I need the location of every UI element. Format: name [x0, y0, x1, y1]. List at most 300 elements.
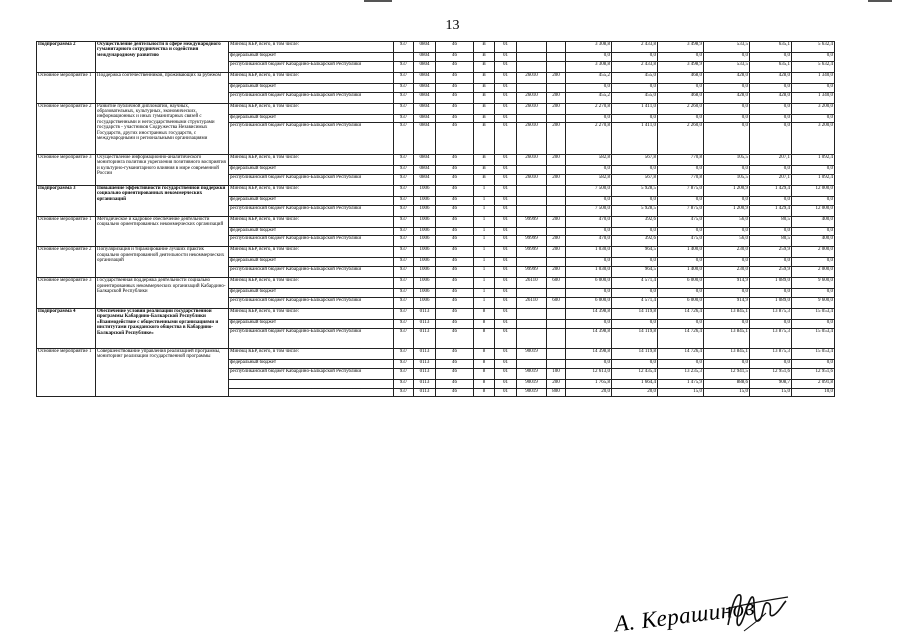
- table-row: [37, 216, 835, 227]
- amount-cell: 3 498,9: [658, 42, 704, 53]
- code-cell: [547, 83, 566, 92]
- code-cell: 600: [547, 298, 566, 309]
- code-cell: 0804: [414, 42, 436, 53]
- code-cell: 46: [436, 103, 474, 114]
- code-cell: 937: [394, 42, 414, 53]
- code-cell: [517, 289, 547, 298]
- code-cell: 0804: [414, 61, 436, 72]
- code-cell: 99999: [517, 267, 547, 278]
- code-cell: 0804: [414, 174, 436, 185]
- funding-source: федеральный бюджет: [229, 83, 394, 92]
- code-cell: 01: [495, 83, 517, 92]
- amount-cell: 0,0: [704, 360, 750, 369]
- amount-cell: 1 765,8: [566, 379, 612, 388]
- funding-source: Минэкц КБР, всего, в том числе:: [229, 216, 394, 227]
- code-cell: [517, 114, 547, 123]
- page-number: 13: [445, 18, 460, 33]
- code-cell: 46: [436, 166, 474, 175]
- code-cell: 46: [436, 289, 474, 298]
- code-cell: 46: [436, 247, 474, 258]
- amount-cell: 1 429,4: [750, 205, 792, 216]
- code-cell: 937: [394, 196, 414, 205]
- program-label: Основное мероприятие 1: [37, 216, 96, 247]
- code-cell: 937: [394, 166, 414, 175]
- code-cell: [547, 309, 566, 320]
- amount-cell: 1 664,4: [612, 379, 658, 388]
- amount-cell: 15 053,4: [792, 309, 835, 320]
- amount-cell: 14 398,8: [566, 309, 612, 320]
- code-cell: 01: [495, 103, 517, 114]
- amount-cell: 0,0: [750, 360, 792, 369]
- program-title: Обеспечение условий реализации государственной программы Кабардино-Балкарской Республики «Взаимодействие с общественными организациями и институтами гражданского общества в Кабардино-Балкарской Республике»: [96, 309, 229, 349]
- amount-cell: 400,0: [792, 236, 835, 247]
- code-cell: 01: [495, 72, 517, 83]
- amount-cell: 0,0: [658, 196, 704, 205]
- code-cell: 01: [495, 53, 517, 62]
- code-cell: 01: [495, 61, 517, 72]
- amount-cell: 5 928,5: [612, 205, 658, 216]
- code-cell: 46: [436, 53, 474, 62]
- table-row: [37, 278, 835, 289]
- amount-cell: 1 340,0: [792, 72, 835, 83]
- code-cell: 937: [394, 309, 414, 320]
- amount-cell: 6 000,0: [566, 278, 612, 289]
- code-cell: 937: [394, 320, 414, 329]
- code-cell: [547, 349, 566, 360]
- code-cell: 8: [474, 379, 495, 388]
- amount-cell: 0,0: [750, 320, 792, 329]
- program-title: Совершенствование управления реализацией программы, мониторинг реализации государственной программы: [96, 349, 229, 397]
- code-cell: 46: [436, 216, 474, 227]
- code-cell: 0804: [414, 53, 436, 62]
- code-cell: 46: [436, 92, 474, 103]
- funding-source: [229, 388, 394, 397]
- code-cell: В: [474, 53, 495, 62]
- funding-source: Минэкц КБР, всего, в том числе:: [229, 155, 394, 166]
- amount-cell: 2 270,8: [566, 103, 612, 114]
- code-cell: 8: [474, 309, 495, 320]
- table-row: [37, 155, 835, 166]
- code-cell: 0804: [414, 72, 436, 83]
- funding-source: республиканский бюджет Кабардино-Балкарской Республики: [229, 236, 394, 247]
- amount-cell: 20,0: [566, 388, 612, 397]
- code-cell: 99999: [517, 247, 547, 258]
- code-cell: [394, 53, 414, 62]
- top-edge-mark: [364, 0, 392, 2]
- code-cell: 26110: [517, 298, 547, 309]
- code-cell: 46: [436, 155, 474, 166]
- funding-source: федеральный бюджет: [229, 360, 394, 369]
- code-cell: [547, 328, 566, 348]
- code-cell: 0113: [414, 349, 436, 360]
- code-cell: 01: [495, 289, 517, 298]
- code-cell: 1006: [414, 236, 436, 247]
- code-cell: 200: [547, 267, 566, 278]
- amount-cell: 888,6: [704, 379, 750, 388]
- amount-cell: 15 053,4: [792, 349, 835, 360]
- amount-cell: 6 000,0: [566, 298, 612, 309]
- amount-cell: 15 053,4: [792, 328, 835, 348]
- code-cell: [517, 320, 547, 329]
- funding-source: республиканский бюджет Кабардино-Балкарской Республики: [229, 174, 394, 185]
- code-cell: 01: [495, 247, 517, 258]
- code-cell: 937: [394, 379, 414, 388]
- amount-cell: 2 000,0: [792, 247, 835, 258]
- code-cell: 46: [436, 278, 474, 289]
- amount-cell: 0,0: [658, 53, 704, 62]
- amount-cell: 14 119,8: [612, 349, 658, 360]
- program-label: Подпрограмма 2: [37, 42, 96, 73]
- amount-cell: 0,0: [612, 114, 658, 123]
- amount-cell: 14 119,8: [612, 328, 658, 348]
- code-cell: [547, 320, 566, 329]
- code-cell: 01: [495, 123, 517, 155]
- code-cell: 99999: [517, 216, 547, 227]
- code-cell: 01: [495, 328, 517, 348]
- funding-source: Минэкц КБР, всего, в том числе:: [229, 72, 394, 83]
- code-cell: 26110: [517, 278, 547, 289]
- code-cell: [547, 196, 566, 205]
- amount-cell: 428,0: [704, 92, 750, 103]
- code-cell: 8: [474, 320, 495, 329]
- amount-cell: 1 200,9: [704, 205, 750, 216]
- amount-cell: 0,0: [566, 227, 612, 236]
- code-cell: [517, 83, 547, 92]
- code-cell: 200: [547, 247, 566, 258]
- amount-cell: 0,0: [792, 360, 835, 369]
- amount-cell: 0,0: [566, 196, 612, 205]
- program-title: Осуществление деятельности в сфере международного гуманитарного сотрудничества и содействия международному развитию: [96, 42, 229, 73]
- program-label: Основное мероприятие 1: [37, 349, 96, 397]
- code-cell: В: [474, 92, 495, 103]
- funding-source: [229, 379, 394, 388]
- code-cell: 90019: [517, 368, 547, 379]
- code-cell: В: [474, 103, 495, 114]
- amount-cell: 533,5: [704, 42, 750, 53]
- code-cell: [517, 328, 547, 348]
- code-cell: [517, 185, 547, 196]
- amount-cell: 0,0: [612, 83, 658, 92]
- amount-cell: 0,0: [704, 103, 750, 114]
- amount-cell: 10,0: [792, 388, 835, 397]
- code-cell: 1: [474, 258, 495, 267]
- code-cell: 26010: [517, 155, 547, 166]
- amount-cell: 5 632,4: [792, 61, 835, 72]
- amount-cell: 14 726,4: [658, 328, 704, 348]
- code-cell: 46: [436, 196, 474, 205]
- amount-cell: 207,1: [750, 155, 792, 166]
- amount-cell: 2 270,8: [566, 123, 612, 155]
- code-cell: 26010: [517, 92, 547, 103]
- amount-cell: 7 875,0: [658, 205, 704, 216]
- amount-cell: 80,5: [750, 216, 792, 227]
- code-cell: 46: [436, 205, 474, 216]
- amount-cell: 0,0: [566, 360, 612, 369]
- amount-cell: 0,0: [704, 289, 750, 298]
- amount-cell: 14 398,8: [566, 349, 612, 360]
- code-cell: 1: [474, 185, 495, 196]
- code-cell: 8: [474, 349, 495, 360]
- funding-source: республиканский бюджет Кабардино-Балкарской Республики: [229, 328, 394, 348]
- code-cell: 937: [394, 61, 414, 72]
- amount-cell: 635,1: [750, 42, 792, 53]
- code-cell: 46: [436, 236, 474, 247]
- code-cell: В: [474, 166, 495, 175]
- amount-cell: 0,0: [704, 258, 750, 267]
- amount-cell: 567,8: [612, 174, 658, 185]
- code-cell: [547, 227, 566, 236]
- code-cell: [547, 42, 566, 53]
- code-cell: [547, 61, 566, 72]
- funding-source: Минэкц КБР, всего, в том числе:: [229, 349, 394, 360]
- amount-cell: 0,0: [792, 196, 835, 205]
- code-cell: 1006: [414, 298, 436, 309]
- funding-source: федеральный бюджет: [229, 227, 394, 236]
- code-cell: 01: [495, 360, 517, 369]
- code-cell: 46: [436, 379, 474, 388]
- code-cell: 46: [436, 328, 474, 348]
- funding-source: Минэкц КБР, всего, в том числе:: [229, 42, 394, 53]
- code-cell: 01: [495, 320, 517, 329]
- code-cell: 0804: [414, 166, 436, 175]
- top-edge-mark: [868, 0, 892, 2]
- code-cell: 0113: [414, 360, 436, 369]
- code-cell: 01: [495, 42, 517, 53]
- funding-source: Минэкц КБР, всего, в том числе:: [229, 247, 394, 258]
- code-cell: 8: [474, 368, 495, 379]
- amount-cell: 635,1: [750, 61, 792, 72]
- amount-cell: 14 398,8: [566, 328, 612, 348]
- code-cell: В: [474, 114, 495, 123]
- code-cell: 46: [436, 320, 474, 329]
- code-cell: 46: [436, 114, 474, 123]
- code-cell: 01: [495, 155, 517, 166]
- amount-cell: 7 500,0: [566, 185, 612, 196]
- amount-cell: 1 089,0: [750, 298, 792, 309]
- amount-cell: 259,9: [750, 247, 792, 258]
- amount-cell: 392,6: [612, 216, 658, 227]
- code-cell: 937: [394, 92, 414, 103]
- amount-cell: 12 951,6: [792, 368, 835, 379]
- code-cell: 1: [474, 236, 495, 247]
- amount-cell: 3 308,8: [566, 42, 612, 53]
- code-cell: 46: [436, 309, 474, 320]
- amount-cell: 428,0: [750, 92, 792, 103]
- amount-cell: 475,0: [658, 236, 704, 247]
- code-cell: [547, 185, 566, 196]
- amount-cell: 0,0: [792, 83, 835, 92]
- code-cell: В: [474, 83, 495, 92]
- amount-cell: 0,0: [704, 166, 750, 175]
- code-cell: 200: [547, 379, 566, 388]
- table-row: [37, 42, 835, 53]
- program-title: Государственная поддержка деятельности социально ориентированных некоммерческих организаций Кабардино-Балкарской Республики: [96, 278, 229, 309]
- code-cell: 01: [495, 349, 517, 360]
- code-cell: 937: [394, 114, 414, 123]
- code-cell: [517, 309, 547, 320]
- program-label: Подпрограмма 4: [37, 309, 96, 349]
- funding-source: федеральный бюджет: [229, 320, 394, 329]
- amount-cell: 14 726,4: [658, 309, 704, 320]
- amount-cell: 0,0: [612, 53, 658, 62]
- amount-cell: 392,6: [612, 236, 658, 247]
- code-cell: 46: [436, 388, 474, 397]
- funding-source: республиканский бюджет Кабардино-Балкарской Республики: [229, 368, 394, 379]
- amount-cell: 6 000,0: [658, 298, 704, 309]
- amount-cell: 13 875,3: [750, 328, 792, 348]
- code-cell: [517, 258, 547, 267]
- code-cell: 46: [436, 227, 474, 236]
- amount-cell: 2 000,0: [792, 267, 835, 278]
- code-cell: 0804: [414, 123, 436, 155]
- code-cell: 0113: [414, 388, 436, 397]
- table-row: [37, 103, 835, 114]
- amount-cell: 105,5: [704, 155, 750, 166]
- code-cell: 26010: [517, 72, 547, 83]
- code-cell: 200: [547, 236, 566, 247]
- program-label: Основное мероприятие 1: [37, 72, 96, 103]
- amount-cell: 0,0: [658, 320, 704, 329]
- code-cell: [517, 61, 547, 72]
- code-cell: [547, 205, 566, 216]
- amount-cell: 12 000,0: [792, 185, 835, 196]
- amount-cell: 455,2: [566, 92, 612, 103]
- code-cell: 937: [394, 349, 414, 360]
- amount-cell: 0,0: [792, 53, 835, 62]
- code-cell: 0804: [414, 155, 436, 166]
- amount-cell: 0,0: [566, 258, 612, 267]
- amount-cell: 230,0: [704, 247, 750, 258]
- amount-cell: 468,0: [658, 92, 704, 103]
- code-cell: 1: [474, 196, 495, 205]
- handwritten-signature: [722, 585, 790, 633]
- amount-cell: 9 600,0: [792, 298, 835, 309]
- amount-cell: 470,0: [566, 236, 612, 247]
- program-title: Осуществление информационно-аналитического мониторинга политики укрепления позитивного восприятия и культурно-гуманитарного влияния в мире современной России: [96, 155, 229, 186]
- amount-cell: 5 632,4: [792, 42, 835, 53]
- table-row: [37, 72, 835, 83]
- amount-cell: 0,0: [792, 166, 835, 175]
- code-cell: [547, 258, 566, 267]
- amount-cell: 0,0: [792, 227, 835, 236]
- funding-source: республиканский бюджет Кабардино-Балкарской Республики: [229, 61, 394, 72]
- amount-cell: 5 928,5: [612, 185, 658, 196]
- code-cell: 200: [547, 174, 566, 185]
- code-cell: 937: [394, 360, 414, 369]
- funding-source: федеральный бюджет: [229, 114, 394, 123]
- amount-cell: 3 200,0: [792, 103, 835, 114]
- code-cell: 1006: [414, 258, 436, 267]
- amount-cell: 1 030,0: [566, 247, 612, 258]
- amount-cell: 12 951,6: [750, 368, 792, 379]
- code-cell: 0113: [414, 328, 436, 348]
- code-cell: 937: [394, 289, 414, 298]
- code-cell: 01: [495, 309, 517, 320]
- code-cell: 46: [436, 174, 474, 185]
- code-cell: 937: [394, 185, 414, 196]
- amount-cell: 964,5: [612, 267, 658, 278]
- code-cell: 1006: [414, 267, 436, 278]
- funding-source: федеральный бюджет: [229, 289, 394, 298]
- code-cell: [517, 53, 547, 62]
- amount-cell: 13 875,3: [750, 349, 792, 360]
- amount-cell: 0,0: [750, 196, 792, 205]
- amount-cell: 455,0: [612, 92, 658, 103]
- amount-cell: 15,0: [658, 388, 704, 397]
- code-cell: 1006: [414, 216, 436, 227]
- amount-cell: 4 571,4: [612, 278, 658, 289]
- code-cell: 01: [495, 368, 517, 379]
- code-cell: В: [474, 72, 495, 83]
- funding-source: Минэкц КБР, всего, в том числе:: [229, 185, 394, 196]
- amount-cell: 1 400,0: [658, 247, 704, 258]
- amount-cell: 0,0: [792, 320, 835, 329]
- code-cell: [517, 360, 547, 369]
- amount-cell: 0,0: [750, 53, 792, 62]
- code-cell: 1: [474, 227, 495, 236]
- amount-cell: 15,0: [750, 388, 792, 397]
- amount-cell: 12 000,0: [792, 205, 835, 216]
- code-cell: 1: [474, 205, 495, 216]
- amount-cell: 908,7: [750, 379, 792, 388]
- program-label: Основное мероприятие 2: [37, 103, 96, 154]
- funding-source: Минэкц КБР, всего, в том числе:: [229, 278, 394, 289]
- code-cell: 1: [474, 289, 495, 298]
- code-cell: 1: [474, 298, 495, 309]
- amount-cell: 468,0: [658, 72, 704, 83]
- program-title: Поддержка соотечественников, проживающих за рубежом: [96, 72, 229, 103]
- code-cell: В: [474, 155, 495, 166]
- amount-cell: 0,0: [704, 123, 750, 155]
- amount-cell: 15,0: [704, 388, 750, 397]
- amount-cell: 770,8: [658, 155, 704, 166]
- code-cell: 100: [547, 368, 566, 379]
- code-cell: 0804: [414, 103, 436, 114]
- amount-cell: 13 845,1: [704, 349, 750, 360]
- code-cell: 26010: [517, 103, 547, 114]
- code-cell: 46: [436, 258, 474, 267]
- amount-cell: 0,0: [612, 258, 658, 267]
- program-label: Подпрограмма 3: [37, 185, 96, 216]
- code-cell: 937: [394, 278, 414, 289]
- code-cell: 1: [474, 278, 495, 289]
- budget-table-body: [37, 42, 835, 397]
- code-cell: 937: [394, 258, 414, 267]
- program-title: Методическое и кадровое обеспечение деятельности социально ориентированных некоммерческих организаций: [96, 216, 229, 247]
- code-cell: 46: [436, 61, 474, 72]
- code-cell: 1006: [414, 205, 436, 216]
- amount-cell: 12 613,0: [566, 368, 612, 379]
- code-cell: 46: [436, 83, 474, 92]
- amount-cell: 2 260,0: [658, 123, 704, 155]
- amount-cell: 0,0: [658, 289, 704, 298]
- code-cell: 01: [495, 298, 517, 309]
- code-cell: 01: [495, 114, 517, 123]
- code-cell: 937: [394, 328, 414, 348]
- code-cell: 1006: [414, 227, 436, 236]
- amount-cell: 428,0: [750, 72, 792, 83]
- code-cell: 200: [547, 123, 566, 155]
- code-cell: [547, 360, 566, 369]
- program-title: Популяризация и тиражирование лучших практик социально ориентированной деятельности некоммерческих организаций: [96, 247, 229, 278]
- amount-cell: 0,0: [612, 166, 658, 175]
- amount-cell: 0,0: [792, 258, 835, 267]
- amount-cell: 0,0: [704, 83, 750, 92]
- code-cell: 1006: [414, 185, 436, 196]
- table-row: [37, 247, 835, 258]
- code-cell: 46: [436, 185, 474, 196]
- amount-cell: 13 875,3: [750, 309, 792, 320]
